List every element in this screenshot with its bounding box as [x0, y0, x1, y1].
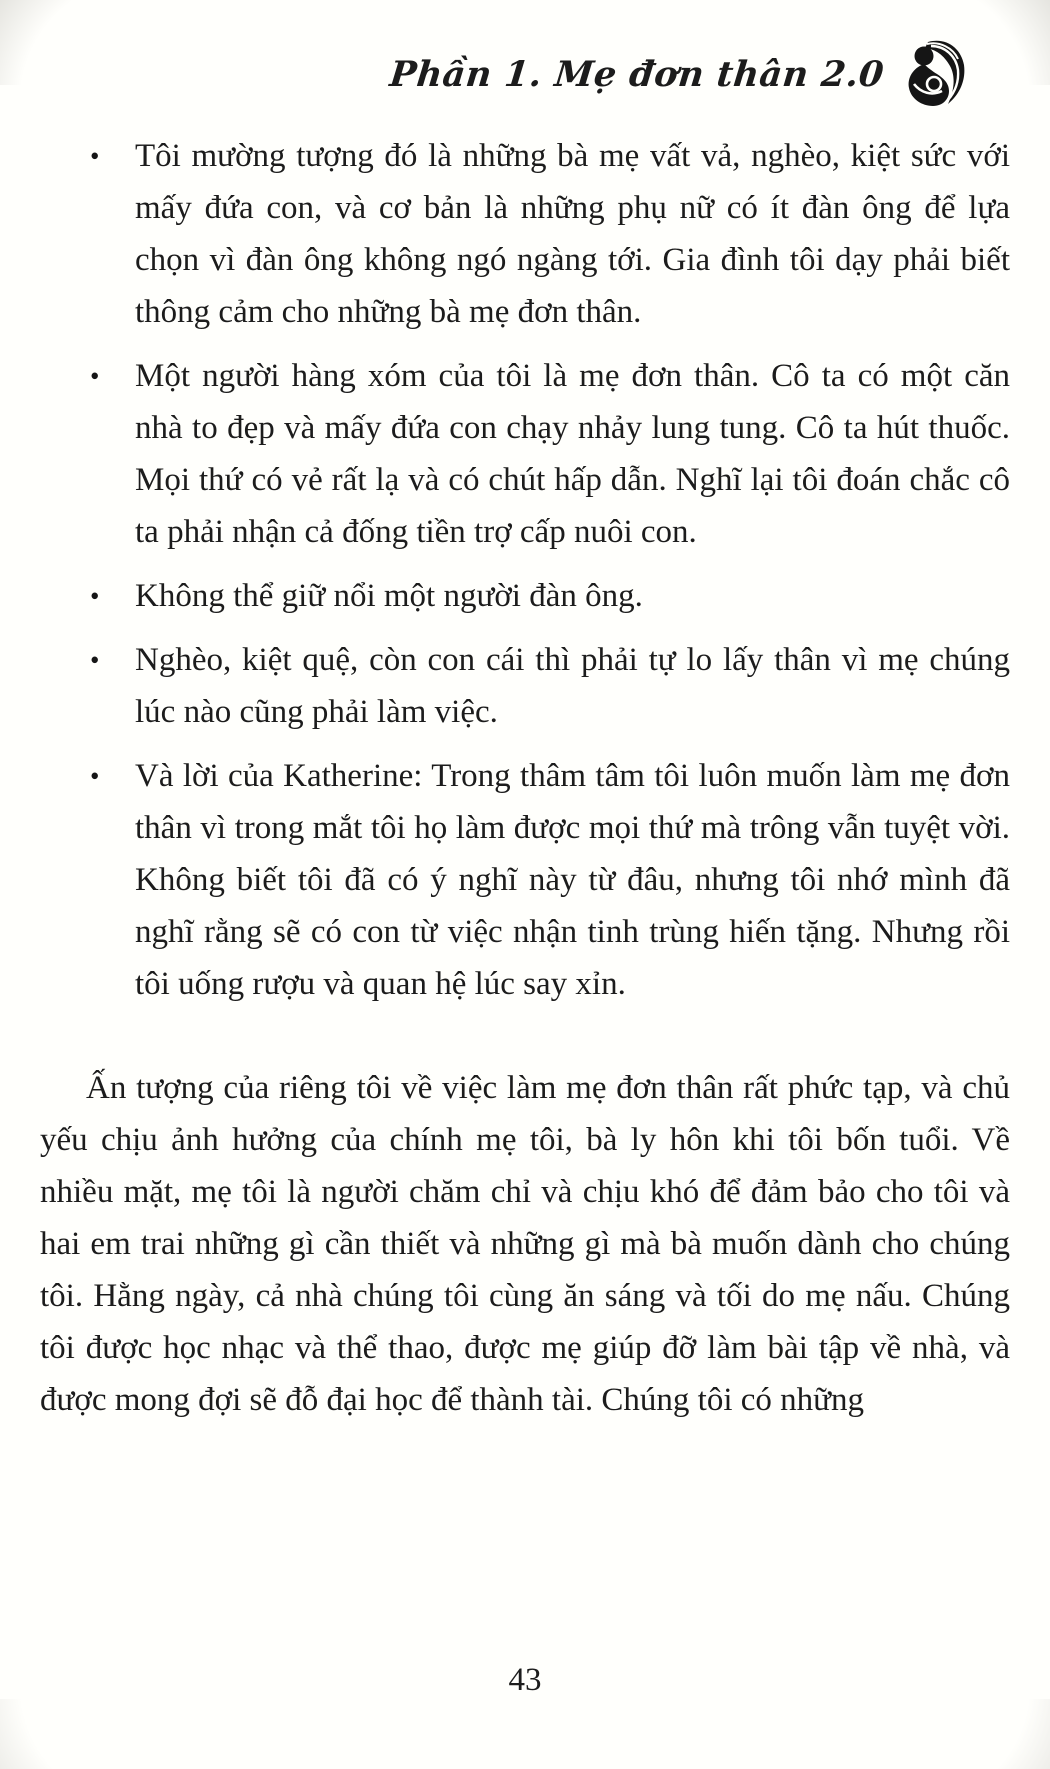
bullet-list — [40, 130, 1010, 1010]
bullet-text: Và lời của Katherine: Trong thâm tâm tôi luôn muốn làm mẹ đơn thân vì trong mắt tôi họ làm được mọi thứ mà trông vẫn tuyệt vời. Không biết tôi đã có ý nghĩ này từ đâu, nhưng tôi nhớ mình đã nghĩ rằng sẽ có con từ việc nhận tinh trùng hiến tặng. Nhưng rồi tôi uống rượu và quan hệ lúc say xỉn. — [135, 758, 1010, 1002]
bullet-text: Nghèo, kiệt quệ, còn con cái thì phải tự lo lấy thân vì mẹ chúng lúc nào cũng phải làm việc. — [135, 642, 1010, 730]
bullet-text: Một người hàng xóm của tôi là mẹ đơn thân. Cô ta có một căn nhà to đẹp và mấy đứa con chạy nhảy lung tung. Cô ta hút thuốc. Mọi thứ có vẻ rất lạ và có chút hấp dẫn. Nghĩ lại tôi đoán chắc cô ta phải nhận cả đống tiền trợ cấp nuôi con. — [135, 358, 1010, 550]
bullet-item — [90, 750, 1010, 1010]
bullet-item — [90, 570, 1010, 622]
bullet-item — [90, 634, 1010, 738]
chapter-title: Phần 1. Mẹ đơn thân 2.0 — [388, 53, 887, 95]
scan-corner-shading — [930, 1699, 1050, 1769]
bullet-item — [90, 350, 1010, 558]
bullet-item — [90, 130, 1010, 338]
bullet-text: Không thể giữ nổi một người đàn ông. — [135, 578, 643, 614]
bullet-icon: • — [90, 361, 100, 391]
bullet-text: Tôi mường tượng đó là những bà mẹ vất vả, nghèo, kiệt sức với mấy đứa con, và cơ bản là những phụ nữ có ít đàn ông để lựa chọn vì đàn ông không ngó ngàng tới. Gia đình tôi dạy phải biết thông cảm cho những bà mẹ đơn thân. — [135, 138, 1010, 330]
bullet-icon: • — [90, 761, 100, 791]
closing-paragraph: Ấn tượng của riêng tôi về việc làm mẹ đơn thân rất phức tạp, và chủ yếu chịu ảnh hưởng của chính mẹ tôi, bà ly hôn khi tôi bốn tuổi. Về nhiều mặt, mẹ tôi là người chăm chỉ và chịu khó để đảm bảo cho tôi và hai em trai những gì cần thiết và những gì mà bà muốn dành cho chúng tôi. Hằng ngày, cả nhà chúng tôi cùng ăn sáng và tối do mẹ nấu. Chúng tôi được học nhạc và thể thao, được mẹ giúp đỡ làm bài tập về nhà, và được mong đợi sẽ đỗ đại học để thành tài. Chúng tôi có những — [40, 1070, 1010, 1418]
bullet-icon: • — [90, 645, 100, 675]
page-number: 43 — [508, 1662, 542, 1698]
bullet-icon: • — [90, 581, 100, 611]
bullet-icon: • — [90, 141, 100, 171]
scan-corner-shading — [0, 1699, 120, 1769]
